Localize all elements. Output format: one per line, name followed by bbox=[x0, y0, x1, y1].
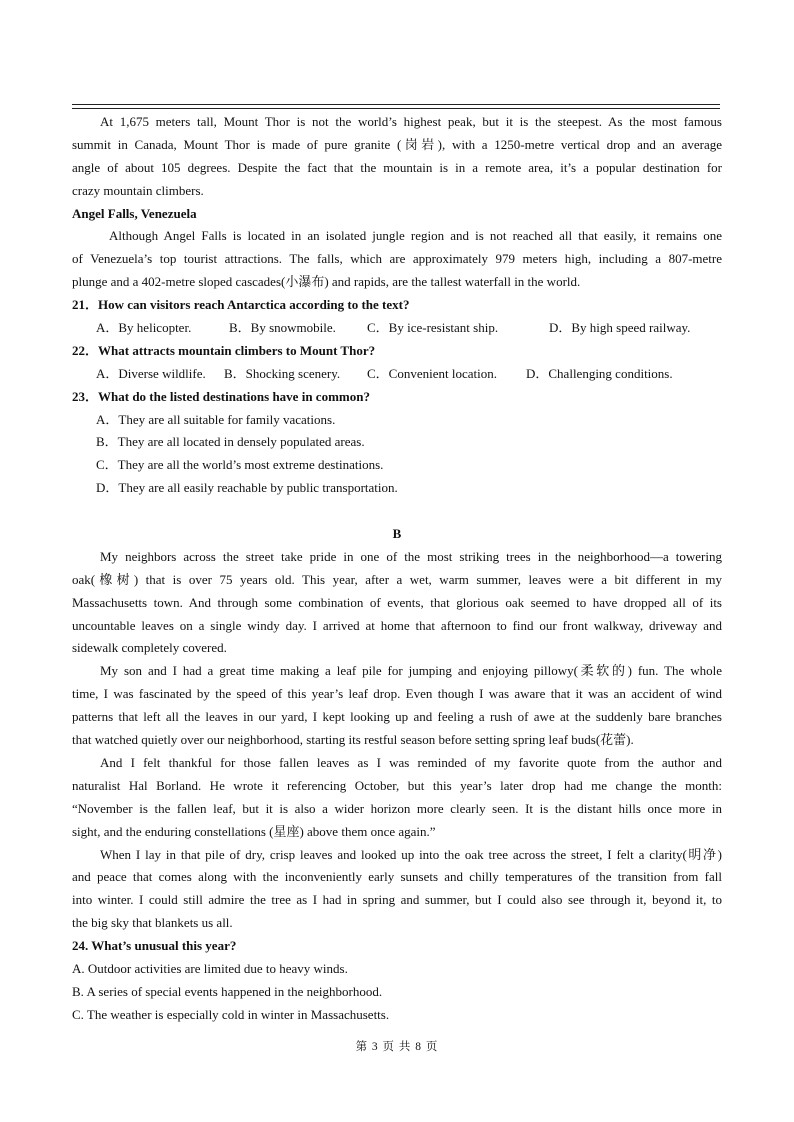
section-b-paragraph-1 bbox=[72, 546, 722, 660]
option-b[interactable]: B．By snowmobile. bbox=[229, 320, 336, 336]
question-21-options bbox=[72, 317, 722, 340]
paragraph-line: patterns that left all the leaves in our yard, I kept looking up and feeling a rush of awe at the suddenly bare branches bbox=[72, 709, 722, 725]
paragraph-line: oak(橡树) that is over 75 years old. This year, after a wet, warm summer, leaves were a bit different in my bbox=[72, 571, 722, 587]
paragraph-line: angle of about 105 degrees. Despite the fact that the mountain is in a remote area, it’s a popular destination for bbox=[72, 159, 722, 175]
paragraph-line: the big sky that blankets us all. bbox=[72, 915, 233, 931]
header-rule-top bbox=[72, 104, 720, 105]
paragraph-line: and peace that comes along with the inconveniently early sunsets and chilly temperatures of the transition from fall bbox=[72, 869, 722, 885]
paragraph-line: When I lay in that pile of dry, crisp leaves and looked up into the oak tree across the street, I felt a clarity(明净) bbox=[100, 846, 722, 862]
section-b-paragraph-3 bbox=[72, 752, 722, 844]
angel-falls-heading: Angel Falls, Venezuela bbox=[72, 205, 197, 221]
paragraph-line: into winter. I could still admire the tree as I had in spring and summer, but I could also see through it, beyond it, to bbox=[72, 892, 722, 908]
angel-falls-paragraph bbox=[72, 225, 722, 294]
paragraph-line: “November is the fallen leaf, but it is also a wider horizon more clearly seen. It is the distant hills once more in bbox=[72, 800, 722, 816]
paragraph-line: And I felt thankful for those fallen leaves as I was reminded of my favorite quote from the author and bbox=[100, 754, 722, 770]
paragraph-line: sidewalk completely covered. bbox=[72, 640, 227, 656]
question-number: 23． bbox=[72, 388, 99, 404]
question-24: 24. What’s unusual this year? bbox=[72, 938, 237, 954]
paragraph-line: time, I was fascinated by the speed of this year’s leaf drop. Even though I was aware that it was an accident of wind bbox=[72, 686, 722, 702]
section-b-paragraph-2 bbox=[72, 660, 722, 752]
option-d[interactable]: D．They are all easily reachable by public transportation. bbox=[96, 480, 398, 496]
paragraph-line: that watched quietly over our neighborhood, starting its restful season before setting spring leaf buds(花蕾). bbox=[72, 732, 634, 748]
option-c[interactable]: C. The weather is especially cold in winter in Massachusetts. bbox=[72, 1006, 390, 1022]
question-23 bbox=[72, 386, 722, 409]
section-b-heading: B bbox=[392, 526, 402, 542]
paragraph-line: Massachusetts town. And through some combination of events, that glorious oak seemed to have dropped all of its bbox=[72, 594, 722, 610]
question-22-options bbox=[72, 363, 722, 386]
option-b[interactable]: B．They are all located in densely populated areas. bbox=[96, 434, 365, 450]
paragraph-line: sight, and the enduring constellations (星座) above them once again.” bbox=[72, 823, 436, 839]
paragraph-line: uncountable leaves on a single windy day. I arrived at home that afternoon to find our front walkway, driveway and bbox=[72, 617, 722, 633]
question-21 bbox=[72, 294, 722, 317]
option-d[interactable]: D．Challenging conditions. bbox=[526, 365, 673, 381]
option-d[interactable]: D．By high speed railway. bbox=[549, 320, 691, 336]
option-c[interactable]: C．They are all the world’s most extreme destinations. bbox=[96, 457, 384, 473]
option-a[interactable]: A．By helicopter. bbox=[96, 320, 192, 336]
paragraph-line: plunge and a 402-metre sloped cascades(小瀑布) and rapids, are the tallest waterfall in the world. bbox=[72, 274, 581, 290]
question-text: How can visitors reach Antarctica according to the text? bbox=[98, 297, 410, 313]
question-text: What attracts mountain climbers to Mount Thor? bbox=[98, 342, 376, 358]
blank-line bbox=[72, 500, 722, 523]
question-22 bbox=[72, 340, 722, 363]
paragraph-line: crazy mountain climbers. bbox=[72, 182, 204, 198]
option-a[interactable]: A．They are all suitable for family vacations. bbox=[96, 411, 336, 427]
page-content bbox=[72, 111, 722, 1027]
header-rule-bottom bbox=[72, 108, 720, 109]
paragraph-line: of Venezuela’s top tourist attractions. The falls, which are approximately 979 meters high, including a 807-metre bbox=[72, 251, 722, 267]
option-a[interactable]: A. Outdoor activities are limited due to heavy winds. bbox=[72, 960, 348, 976]
option-a[interactable]: A．Diverse wildlife. bbox=[96, 365, 206, 381]
paragraph-line: My son and I had a great time making a leaf pile for jumping and enjoying pillowy(柔软的) fun. The whole bbox=[100, 663, 722, 679]
paragraph-line: Although Angel Falls is located in an isolated jungle region and is not reached all that easily, it remains one bbox=[109, 228, 722, 244]
option-c[interactable]: C．By ice-resistant ship. bbox=[367, 320, 499, 336]
page-footer: 第 3 页 共 8 页 bbox=[355, 1041, 439, 1053]
mount-thor-paragraph bbox=[72, 111, 722, 203]
option-b[interactable]: B．Shocking scenery. bbox=[224, 365, 341, 381]
paragraph-line: My neighbors across the street take pride in one of the most striking trees in the neighborhood—a towering bbox=[100, 548, 722, 564]
question-number: 22． bbox=[72, 342, 99, 358]
option-b[interactable]: B. A series of special events happened in the neighborhood. bbox=[72, 983, 383, 999]
paragraph-line: naturalist Hal Borland. He wrote it referencing October, but this year’s later drop had me change the month: bbox=[72, 777, 722, 793]
section-b-paragraph-4 bbox=[72, 844, 722, 936]
option-c[interactable]: C．Convenient location. bbox=[367, 365, 497, 381]
paragraph-line: summit in Canada, Mount Thor is made of pure granite (岗岩), with a 1250-metre vertical drop and an average bbox=[72, 136, 722, 152]
paragraph-line: At 1,675 meters tall, Mount Thor is not the world’s highest peak, but it is the steepest. As the most famous bbox=[100, 114, 722, 129]
question-text: What do the listed destinations have in common? bbox=[98, 388, 370, 404]
question-number: 21． bbox=[72, 297, 99, 313]
